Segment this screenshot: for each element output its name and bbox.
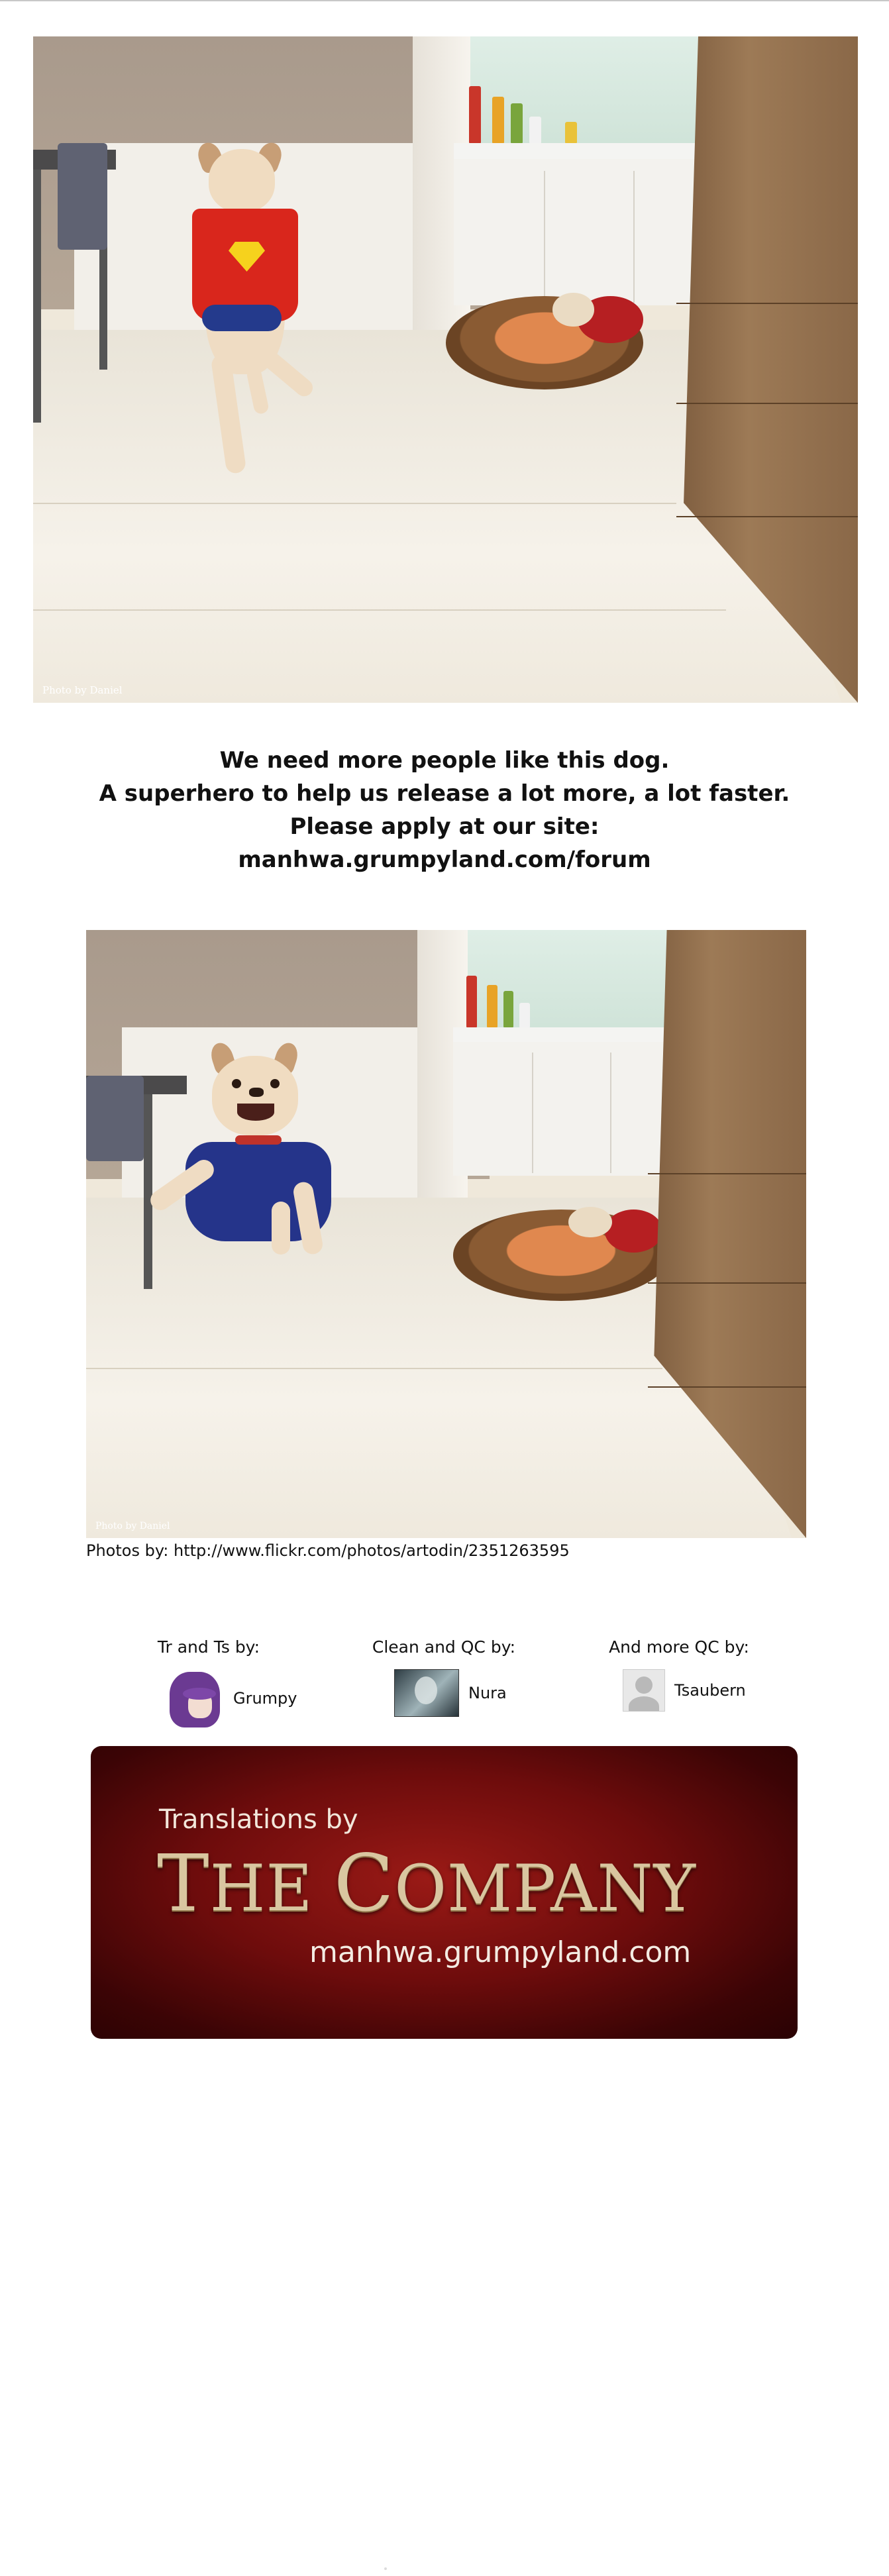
sketch-avatar-icon — [394, 1669, 459, 1717]
default-user-avatar-icon — [623, 1669, 665, 1712]
member-name: Grumpy — [233, 1689, 297, 1708]
banner-title-part: HE — [209, 1851, 335, 1926]
message-line: We need more people like this dog. — [219, 747, 670, 774]
banner-title-part: C — [334, 1837, 395, 1929]
credit-heading: And more QC by: — [609, 1637, 749, 1657]
photos-source-link[interactable]: Photos by: http://www.flickr.com/photos/artodin/2351263595 — [86, 1541, 570, 1560]
photo-superhero-dog-jumping — [86, 930, 806, 1538]
banner-title-part: T — [157, 1837, 210, 1929]
scanlation-group-banner — [91, 1746, 798, 2039]
purple-hair-avatar-icon — [166, 1669, 224, 1727]
recruitment-message — [0, 744, 889, 876]
member-name: Tsaubern — [674, 1681, 746, 1700]
credit-qc — [596, 1637, 795, 1700]
credit-heading: Clean and QC by: — [372, 1637, 516, 1657]
banner-title-part: OMPANY — [394, 1851, 696, 1926]
staff-credits — [0, 1637, 889, 1743]
page-dot — [384, 2567, 387, 2570]
message-line: A superhero to help us release a lot more, a lot faster. — [99, 780, 790, 807]
dog-flying-illustration — [119, 1043, 358, 1341]
banner-subtitle: Translations by — [159, 1804, 358, 1835]
dog-with-cape-illustration — [172, 129, 325, 527]
credit-translator — [126, 1637, 325, 1708]
member-name: Nura — [468, 1684, 507, 1702]
photo-credit: Photo by Daniel — [95, 1521, 170, 1531]
credit-cleaner — [361, 1637, 560, 1702]
message-line: Please apply at our site: — [289, 813, 600, 840]
photo-superhero-dog-running — [33, 36, 858, 703]
forum-link[interactable]: manhwa.grumpyland.com/forum — [238, 847, 651, 873]
credit-heading: Tr and Ts by: — [157, 1637, 260, 1657]
photo-credit: Photo by Daniel — [42, 684, 123, 696]
banner-title — [157, 1837, 696, 1929]
banner-site-url[interactable]: manhwa.grumpyland.com — [309, 1935, 692, 1969]
top-border — [0, 0, 889, 1]
